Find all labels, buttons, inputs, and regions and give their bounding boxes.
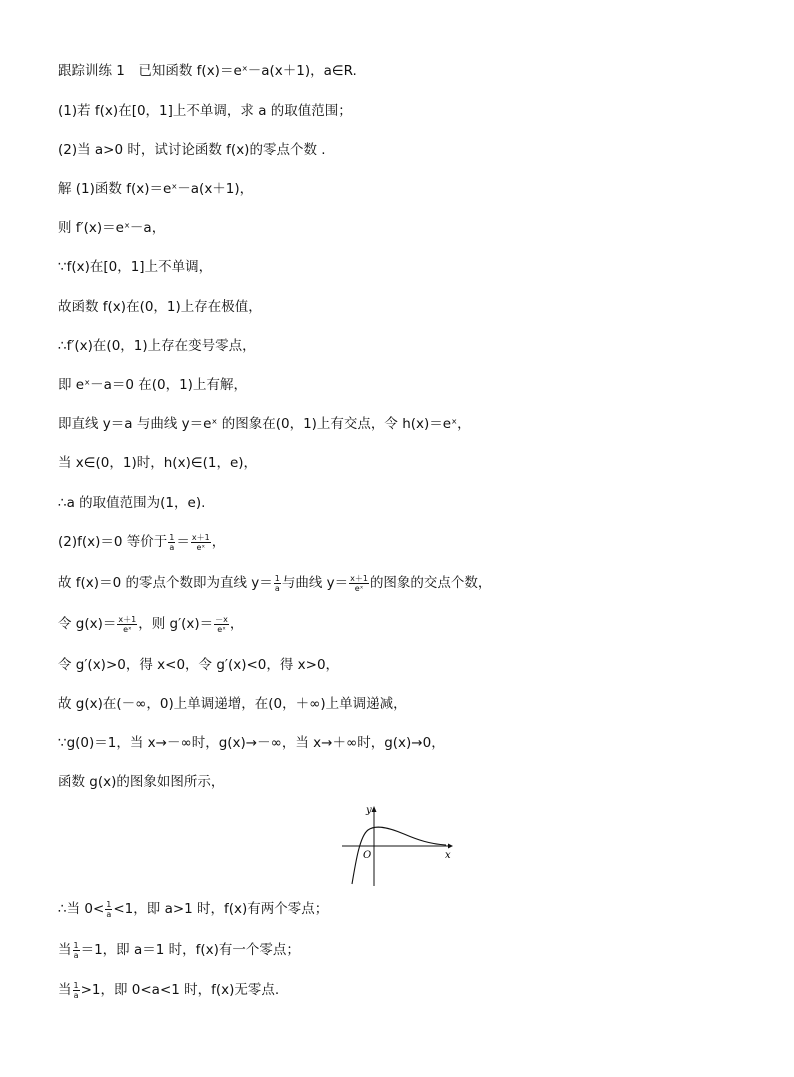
- line-10: 即直线 y＝a 与曲线 y＝eˣ 的图象在(0，1)上有交点，令 h(x)＝eˣ，: [58, 416, 471, 432]
- line-3: (2)当 a>0 时，试讨论函数 f(x)的零点个数 .: [58, 142, 326, 158]
- line-15: 令 g(x)＝ $\frac{x+1}{\text{eˣ}}$ ，则 g′(x)＝ $\frac{-x}{\text{eˣ}}$ ，: [58, 614, 244, 634]
- line-1: 跟踪训练 1 已知函数 f(x)＝eˣ－a(x＋1)，a∈R.: [58, 63, 357, 79]
- fraction-one-over-a: $\frac{1}{a}$: [169, 532, 175, 552]
- line-4: 解 (1)函数 f(x)＝eˣ－a(x＋1)，: [58, 181, 254, 197]
- line-7: 故函数 f(x)在(0，1)上存在极值，: [58, 299, 262, 315]
- fraction-negx-over-ex: $\frac{-x}{\text{eˣ}}$: [215, 614, 228, 634]
- x-axis-arrow: [448, 844, 453, 849]
- line-12: ∴a 的取值范围为(1，e).: [58, 495, 206, 511]
- line-13-text: (2)f(x)＝0 等价于: [58, 534, 168, 550]
- fraction-x1-over-ex: $\frac{x+1}{\text{eˣ}}$: [350, 573, 368, 593]
- fraction-one-over-a: $\frac{1}{a}$: [106, 899, 112, 919]
- line-13: (2)f(x)＝0 等价于 $\frac{1}{a}$ ＝ $\frac{x+1}{\text{eˣ}}$ ，: [58, 532, 226, 552]
- line-5: 则 f′(x)＝eˣ－a，: [58, 220, 166, 236]
- fraction-one-over-a: $\frac{1}{a}$: [274, 573, 280, 593]
- origin-label: O: [363, 850, 372, 861]
- line-9: 即 eˣ－a＝0 在(0，1)上有解，: [58, 377, 247, 393]
- fraction-x1-over-ex: $\frac{x+1}{\text{eˣ}}$: [118, 614, 137, 634]
- line-21: 当 $\frac{1}{a}$ ＝1，即 a＝1 时，f(x)有一个零点；: [58, 940, 300, 960]
- fraction-one-over-a: $\frac{1}{a}$: [73, 980, 79, 1000]
- line-2: (1)若 f(x)在[0，1]上不单调，求 a 的取值范围；: [58, 103, 352, 119]
- line-6: ∵f(x)在[0，1]上不单调，: [58, 259, 213, 275]
- function-graph: [338, 800, 458, 890]
- fraction-one-over-a: $\frac{1}{a}$: [73, 940, 79, 960]
- line-18: ∵g(0)＝1，当 x→－∞时，g(x)→－∞，当 x→＋∞时，g(x)→0，: [58, 735, 445, 751]
- fraction-x1-over-ex: $\frac{x+1}{\text{eˣ}}$: [191, 532, 210, 552]
- y-axis-label: y: [366, 805, 372, 816]
- line-11: 当 x∈(0，1)时，h(x)∈(1，e)，: [58, 455, 258, 471]
- line-17: 故 g(x)在(－∞，0)上单调递增，在(0，＋∞)上单调递减，: [58, 696, 407, 712]
- line-16: 令 g′(x)>0，得 x<0，令 g′(x)<0，得 x>0，: [58, 657, 340, 673]
- x-axis-label: x: [445, 850, 451, 861]
- y-axis-arrow: [372, 806, 377, 812]
- line-19: 函数 g(x)的图象如图所示，: [58, 774, 225, 790]
- line-20: ∴当 0< $\frac{1}{a}$ <1，即 a>1 时，f(x)有两个零点；: [58, 899, 329, 919]
- line-8: ∴f′(x)在(0，1)上存在变号零点，: [58, 338, 256, 354]
- line-22: 当 $\frac{1}{a}$ >1，即 0<a<1 时，f(x)无零点.: [58, 980, 280, 1000]
- line-14: 故 f(x)＝0 的零点个数即为直线 y＝ $\frac{1}{a}$ 与曲线 y＝ $\frac{x+1}{\text{eˣ}}$ 的图象的交点个数，: [58, 573, 492, 593]
